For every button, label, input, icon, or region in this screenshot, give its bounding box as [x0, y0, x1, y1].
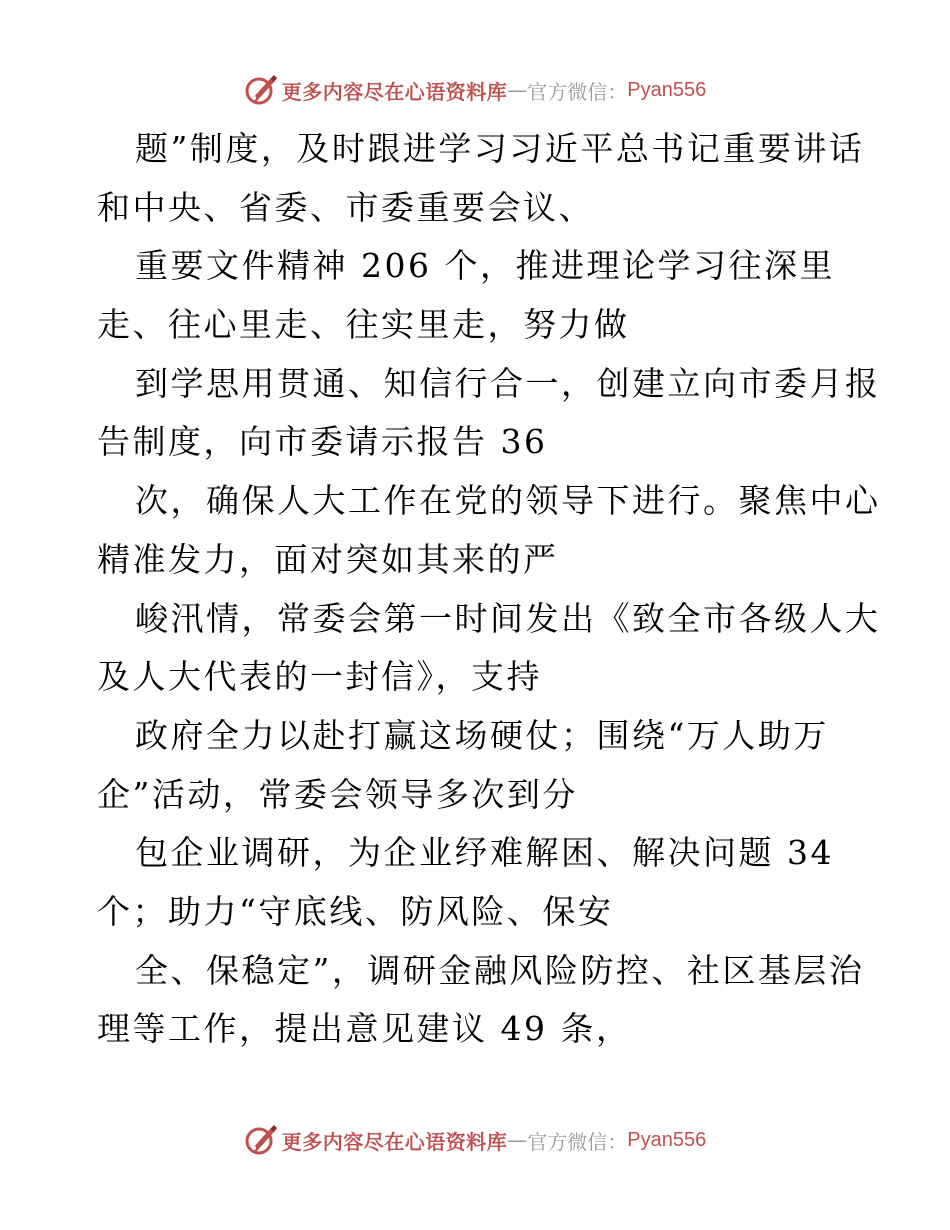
pen-logo-icon — [244, 73, 278, 107]
wechat-label: 官方微信： — [527, 1129, 628, 1154]
body-line: 全、保稳定”，调研金融风险防控、社区基层治 — [135, 950, 865, 990]
body-line: 企”活动，常委会领导多次到分 — [97, 774, 578, 814]
body-line: 及人大代表的一封信》，支持 — [97, 657, 542, 697]
document-body — [97, 120, 881, 1059]
header-banner — [0, 70, 950, 110]
body-line: 告制度，向市委请示报告 36 — [97, 422, 548, 462]
body-line: 次，确保人大工作在党的领导下进行。聚焦中心 — [135, 481, 881, 521]
footer-banner — [0, 1120, 950, 1160]
body-line: 重要文件精神 206 个，推进理论学习往深里 — [135, 246, 835, 286]
body-line: 个；助力“守底线、防风险、保安 — [97, 891, 614, 931]
pen-logo-icon — [244, 1123, 278, 1157]
body-line: 题”制度，及时跟进学习习近平总书记重要讲话 — [135, 129, 865, 168]
body-line: 包企业调研，为企业纾难解困、解决问题 34 — [135, 833, 834, 873]
wechat-label: 官方微信： — [527, 79, 628, 104]
body-line: 峻汛情，常委会第一时间发出《致全市各级人大 — [135, 598, 881, 638]
body-line: 理等工作，提出意见建议 49 条， — [97, 1009, 632, 1049]
banner-dash: — — [507, 78, 528, 102]
wechat-id: Pyan556 — [627, 1128, 707, 1151]
body-line: 精准发力，面对突如其来的严 — [97, 539, 559, 579]
body-line: 和中央、省委、市委重要会议、 — [97, 187, 594, 227]
body-line: 到学思用贯通、知信行合一，创建立向市委月报 — [135, 363, 881, 403]
body-line: 走、往心里走、往实里走，努力做 — [97, 305, 630, 345]
banner-dash: — — [507, 1128, 528, 1152]
body-line: 政府全力以赴打赢这场硬仗；围绕“万人助万 — [135, 715, 829, 755]
promo-text: 更多内容尽在心语资料库 — [281, 79, 508, 104]
wechat-id: Pyan556 — [627, 78, 707, 101]
promo-text: 更多内容尽在心语资料库 — [281, 1129, 508, 1154]
